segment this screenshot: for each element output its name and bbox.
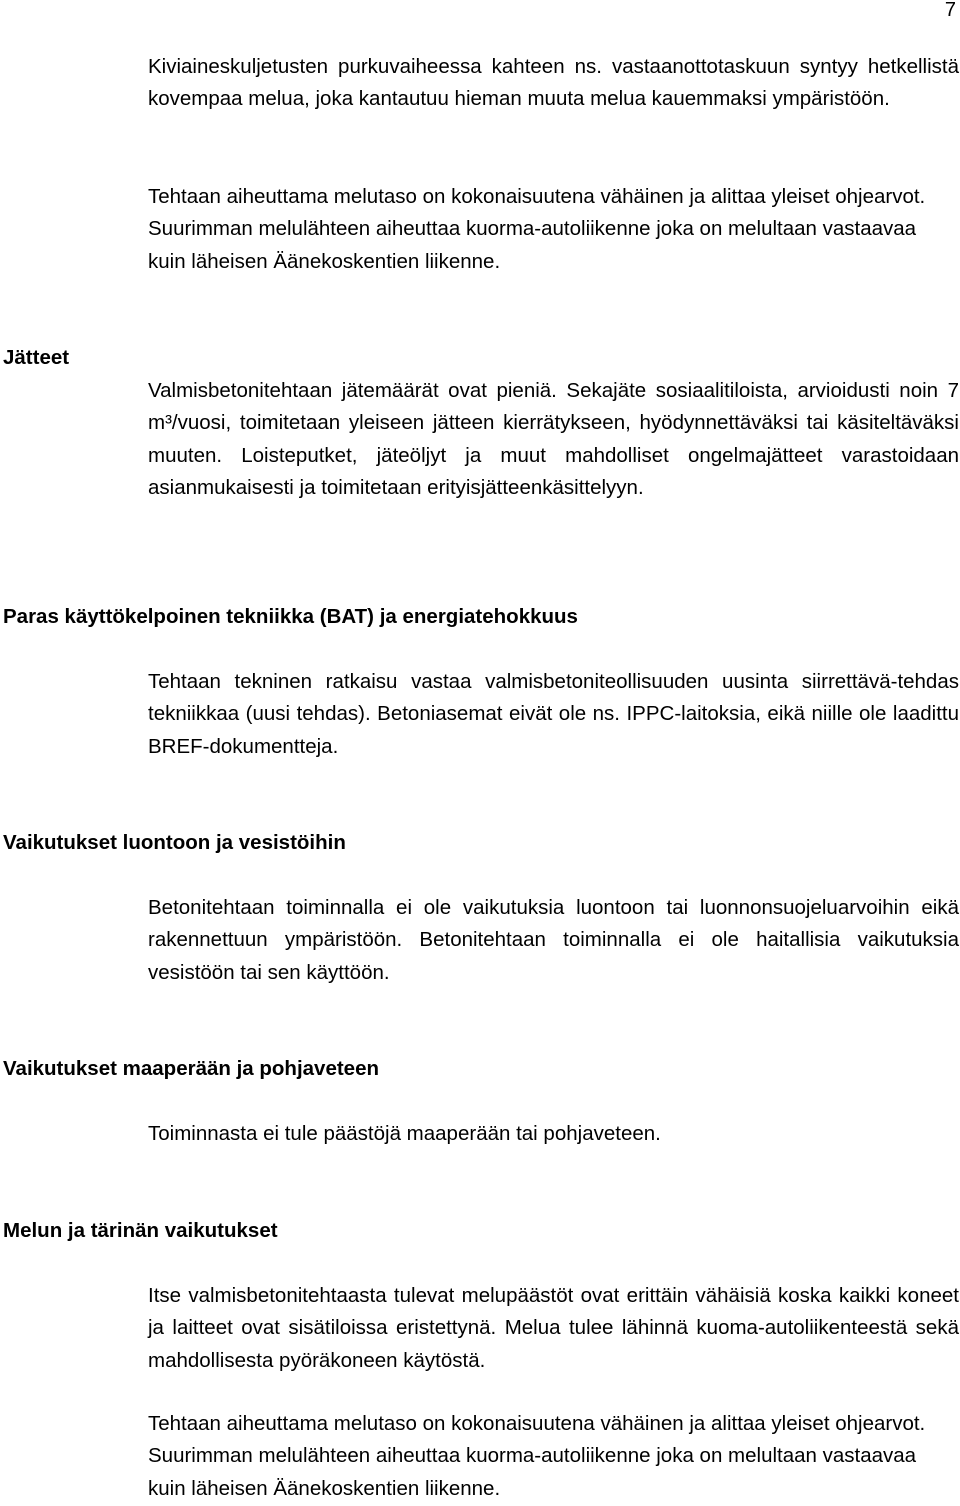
section-heading-jatteet: Jätteet [3, 346, 70, 369]
jatteet-paragraph: Valmisbetonitehtaan jätemäärät ovat pieniä. Sekajäte sosiaalitiloista, arvioidusti noin 7 m³/vuosi, toimitetaan yleiseen jätteen kierrätykseen, hyödynnettäväksi tai käsiteltäväksi muuten. Loisteputket, jäteöljyt ja muut mahdolliset ongelmajätteet varastoidaan asianmukaisesti ja toimitetaan erityisjätteenkäsittelyyn. [148, 379, 959, 499]
section-heading-maapera: Vaikutukset maaperään ja pohjaveteen [3, 1057, 379, 1080]
page-number: 7 [944, 0, 956, 21]
bat-paragraph: Tehtaan tekninen ratkaisu vastaa valmisbetoniteollisuuden uusinta siirrettävä-tehdas tekniikkaa (uusi tehdas). Betoniasemat eivät ole ns. IPPC-laitoksia, eikä niille ole laadittu BREF-dokumentteja. [148, 670, 959, 758]
section-heading-luonto: Vaikutukset luontoon ja vesistöihin [3, 831, 346, 854]
section-heading-melu: Melun ja tärinän vaikutukset [3, 1219, 278, 1242]
luonto-paragraph: Betonitehtaan toiminnalla ei ole vaikutuksia luontoon tai luonnonsuojeluarvoihin eikä rakennettuun ympäristöön. Betonitehtaan toiminnalla ei ole haitallisia vaikutuksia vesistöön tai sen käyttöön. [148, 896, 959, 984]
melu-paragraph-2: Tehtaan aiheuttama melutaso on kokonaisuutena vähäinen ja alittaa yleiset ohjearvot. Suurimman melulähteen aiheuttaa kuorma-autoliikenne joka on melultaan vastaavaa kuin läheisen Äänekoskentien liikenne. [148, 1412, 926, 1500]
maapera-paragraph: Toiminnasta ei tule päästöjä maaperään tai pohjaveteen. [148, 1122, 661, 1145]
intro-paragraph-1: Kiviaineskuljetusten purkuvaiheessa kahteen ns. vastaanottotaskuun syntyy hetkellistä kovempaa melua, joka kantautuu hieman muuta melua kauemmaksi ympäristöön. [148, 55, 959, 111]
melu-paragraph-1: Itse valmisbetonitehtaasta tulevat melupäästöt ovat erittäin vähäisiä koska kaikki koneet ja laitteet ovat sisätiloissa eristettynä. Melua tulee lähinnä kuoma-autoliikenteestä sekä mahdollisesta pyöräkoneen käytöstä. [148, 1284, 959, 1372]
intro-paragraph-2: Tehtaan aiheuttama melutaso on kokonaisuutena vähäinen ja alittaa yleiset ohjearvot. Suurimman melulähteen aiheuttaa kuorma-autoliikenne joka on melultaan vastaavaa kuin läheisen Äänekoskentien liikenne. [148, 185, 926, 273]
section-heading-bat: Paras käyttökelpoinen tekniikka (BAT) ja energiatehokkuus [3, 605, 578, 628]
